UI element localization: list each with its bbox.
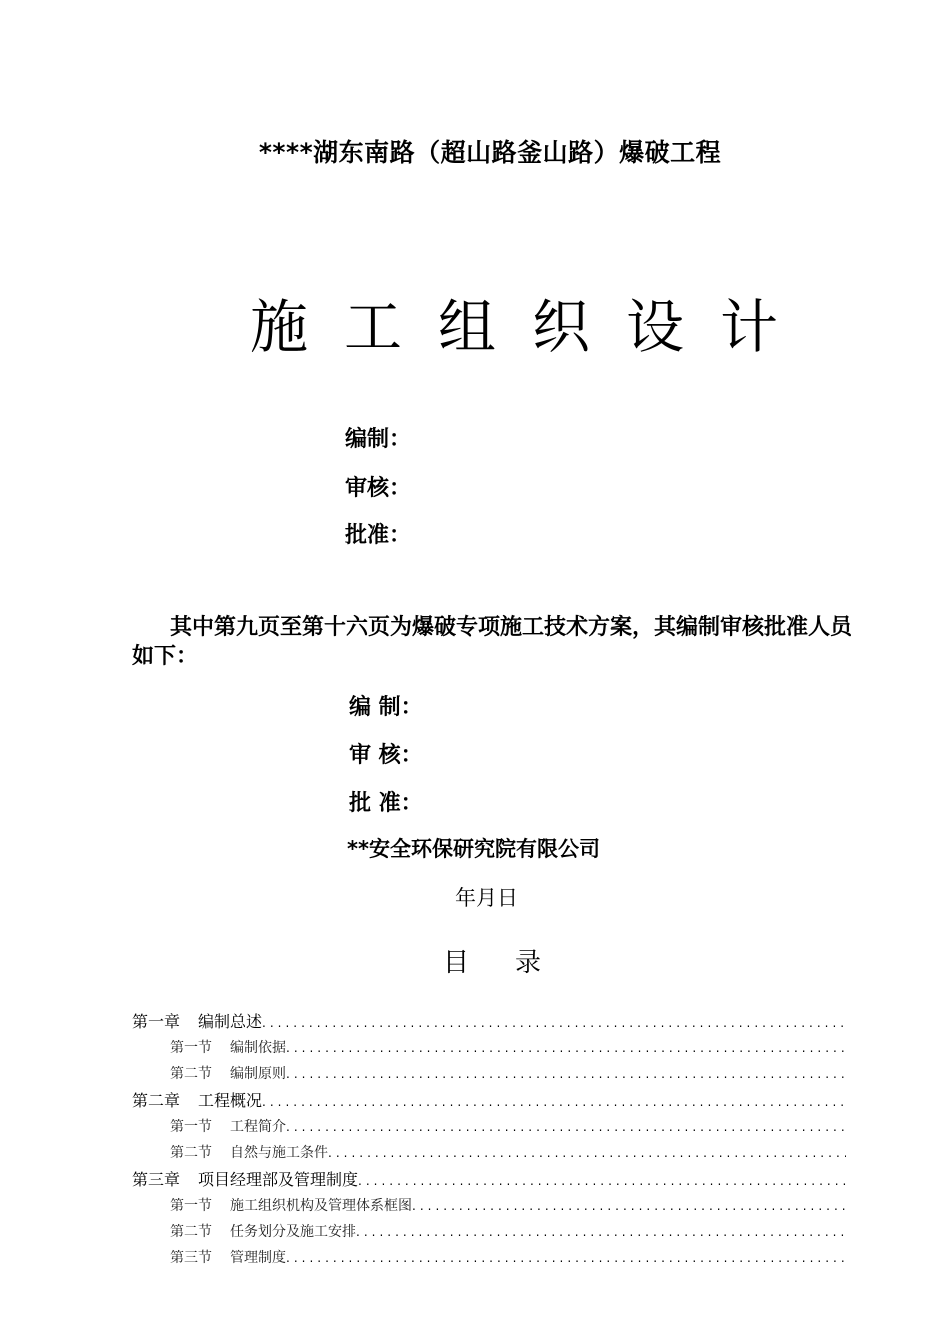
- toc-entry-title: 施工组织机构及管理体系框图: [230, 1198, 412, 1214]
- toc-dot-leader: [356, 1219, 846, 1245]
- project-title: ****湖东南路（超山路釜山路）爆破工程: [258, 138, 722, 167]
- blasting-approved-by-label: 批 准：: [349, 791, 423, 816]
- toc-entry-title: 工程概况: [198, 1091, 263, 1110]
- toc-section-entry[interactable]: [132, 1219, 846, 1245]
- toc-dot-leader: [262, 1010, 846, 1035]
- toc-entry-number: 第三章: [132, 1170, 181, 1189]
- toc-entry-title: 编制原则: [230, 1066, 286, 1082]
- toc-entry-number: 第三节: [170, 1250, 212, 1266]
- toc-entry-title: 编制依据: [230, 1040, 286, 1056]
- toc-entry-number: 第一节: [170, 1040, 212, 1056]
- toc-dot-leader: [286, 1061, 846, 1087]
- toc-entry-number: 第二节: [170, 1224, 212, 1240]
- toc-section-entry[interactable]: [132, 1114, 846, 1140]
- table-of-contents: [132, 1008, 846, 1271]
- approved-by-label: 批准：: [345, 523, 412, 548]
- toc-title: 目录: [443, 948, 588, 978]
- toc-entry-number: 第一节: [170, 1198, 212, 1214]
- toc-chapter-entry[interactable]: [132, 1008, 846, 1035]
- blasting-plan-note: 其中第九页至第十六页为爆破专项施工技术方案，其编制审核批准人员如下：: [132, 615, 853, 669]
- organization-name: **安全环保研究院有限公司: [347, 837, 600, 861]
- toc-entry-title: 编制总述: [198, 1012, 263, 1031]
- toc-dot-leader: [286, 1245, 846, 1271]
- toc-entry-title: 项目经理部及管理制度: [198, 1170, 359, 1189]
- toc-entry-title: 任务划分及施工安排: [230, 1224, 356, 1240]
- toc-entry-title: 管理制度: [230, 1250, 286, 1266]
- toc-section-entry[interactable]: [132, 1035, 846, 1061]
- toc-entry-number: 第二章: [132, 1091, 181, 1110]
- toc-entry-title: 工程简介: [230, 1119, 286, 1135]
- toc-section-entry[interactable]: [132, 1140, 846, 1166]
- toc-entry-number: 第一节: [170, 1119, 212, 1135]
- toc-section-entry[interactable]: [132, 1193, 846, 1219]
- toc-entry-number: 第二节: [170, 1066, 212, 1082]
- toc-entry-title: 自然与施工条件: [230, 1145, 328, 1161]
- toc-dot-leader: [286, 1035, 846, 1061]
- toc-chapter-entry[interactable]: [132, 1166, 846, 1193]
- toc-entry-number: 第一章: [132, 1012, 181, 1031]
- toc-section-entry[interactable]: [132, 1245, 846, 1271]
- blasting-reviewed-by-label: 审 核：: [349, 743, 423, 768]
- toc-entry-number: 第二节: [170, 1145, 212, 1161]
- toc-dot-leader: [286, 1114, 846, 1140]
- blasting-prepared-by-label: 编 制：: [349, 695, 423, 720]
- toc-dot-leader: [262, 1089, 846, 1114]
- toc-chapter-entry[interactable]: [132, 1087, 846, 1114]
- toc-dot-leader: [412, 1193, 846, 1219]
- toc-dot-leader: [328, 1140, 846, 1166]
- date-line: 年月日: [455, 886, 518, 910]
- reviewed-by-label: 审核：: [345, 476, 412, 501]
- toc-dot-leader: [358, 1168, 846, 1193]
- prepared-by-label: 编制：: [345, 427, 412, 452]
- document-title: 施工组织设计: [250, 293, 815, 361]
- toc-section-entry[interactable]: [132, 1061, 846, 1087]
